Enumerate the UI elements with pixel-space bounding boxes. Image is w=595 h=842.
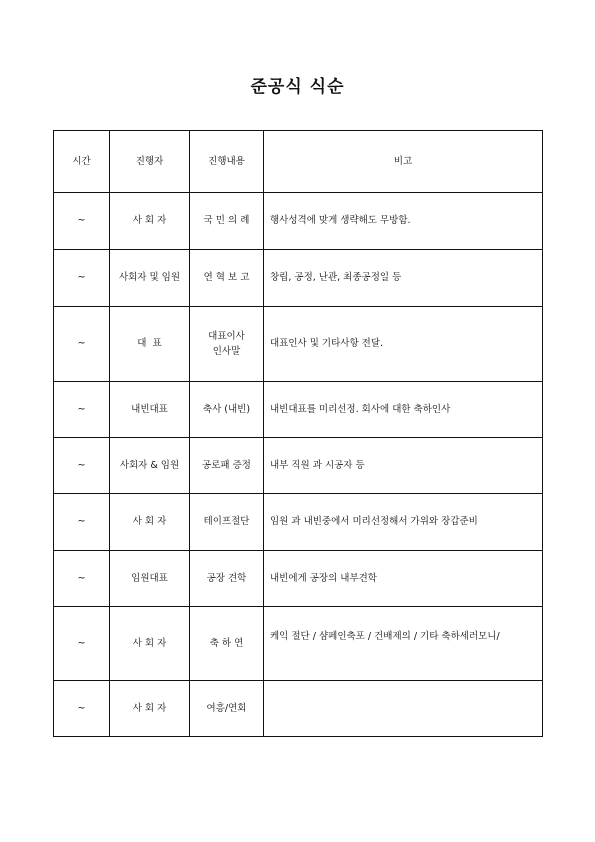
row-host: 사 회 자	[110, 193, 190, 250]
header-time: 시간	[54, 131, 110, 193]
row-content: 테이프절단	[190, 494, 264, 551]
table-row	[54, 382, 543, 438]
row-host: 사 회 자	[110, 681, 190, 737]
header-host: 진행자	[110, 131, 190, 193]
header-content: 진행내용	[190, 131, 264, 193]
row-time: ~	[54, 607, 110, 681]
row-note: 케익 절단 / 샴페인축포 / 건배제의 / 기타 축하세러모니/	[264, 607, 543, 681]
ceremony-program-table	[53, 130, 543, 737]
row-time: ~	[54, 193, 110, 250]
table-row	[54, 438, 543, 494]
row-host: 사 회 자	[110, 607, 190, 681]
table-header-row	[54, 131, 543, 193]
table-row	[54, 307, 543, 382]
row-content: 축사 (내빈)	[190, 382, 264, 438]
row-host: 내빈대표	[110, 382, 190, 438]
table-row	[54, 681, 543, 737]
row-time: ~	[54, 382, 110, 438]
row-host: 사회자 & 임원	[110, 438, 190, 494]
row-time: ~	[54, 551, 110, 607]
row-host: 사회자 및 임원	[110, 250, 190, 307]
table-row	[54, 250, 543, 307]
row-time: ~	[54, 494, 110, 551]
row-content: 축 하 연	[190, 607, 264, 681]
document-title: 준공식 식순	[250, 77, 345, 97]
table-row	[54, 551, 543, 607]
row-note: 내부 직원 과 시공자 등	[264, 438, 543, 494]
row-time: ~	[54, 681, 110, 737]
row-note: 내빈에게 공장의 내부견학	[264, 551, 543, 607]
row-note: 대표인사 및 기타사항 전달.	[264, 307, 543, 382]
row-note: 내빈대표를 미리선정. 회사에 대한 축하인사	[264, 382, 543, 438]
row-time: ~	[54, 307, 110, 382]
header-note: 비고	[264, 131, 543, 193]
row-time: ~	[54, 250, 110, 307]
row-content: 공로패 증정	[190, 438, 264, 494]
row-content: 대표이사 인사말	[190, 307, 264, 382]
row-content: 국 민 의 례	[190, 193, 264, 250]
row-host: 사 회 자	[110, 494, 190, 551]
row-host: 임원대표	[110, 551, 190, 607]
row-note: 임원 과 내빈중에서 미리선정해서 가위와 장갑준비	[264, 494, 543, 551]
row-host: 대 표	[110, 307, 190, 382]
table-row	[54, 607, 543, 681]
row-content: 여흥/연회	[190, 681, 264, 737]
row-time: ~	[54, 438, 110, 494]
row-note: 창립, 공정, 난관, 최종공정일 등	[264, 250, 543, 307]
row-note	[264, 681, 543, 737]
row-content: 공장 견학	[190, 551, 264, 607]
table-row	[54, 193, 543, 250]
table-row	[54, 494, 543, 551]
row-note: 행사성격에 맞게 생략해도 무방함.	[264, 193, 543, 250]
row-content: 연 혁 보 고	[190, 250, 264, 307]
